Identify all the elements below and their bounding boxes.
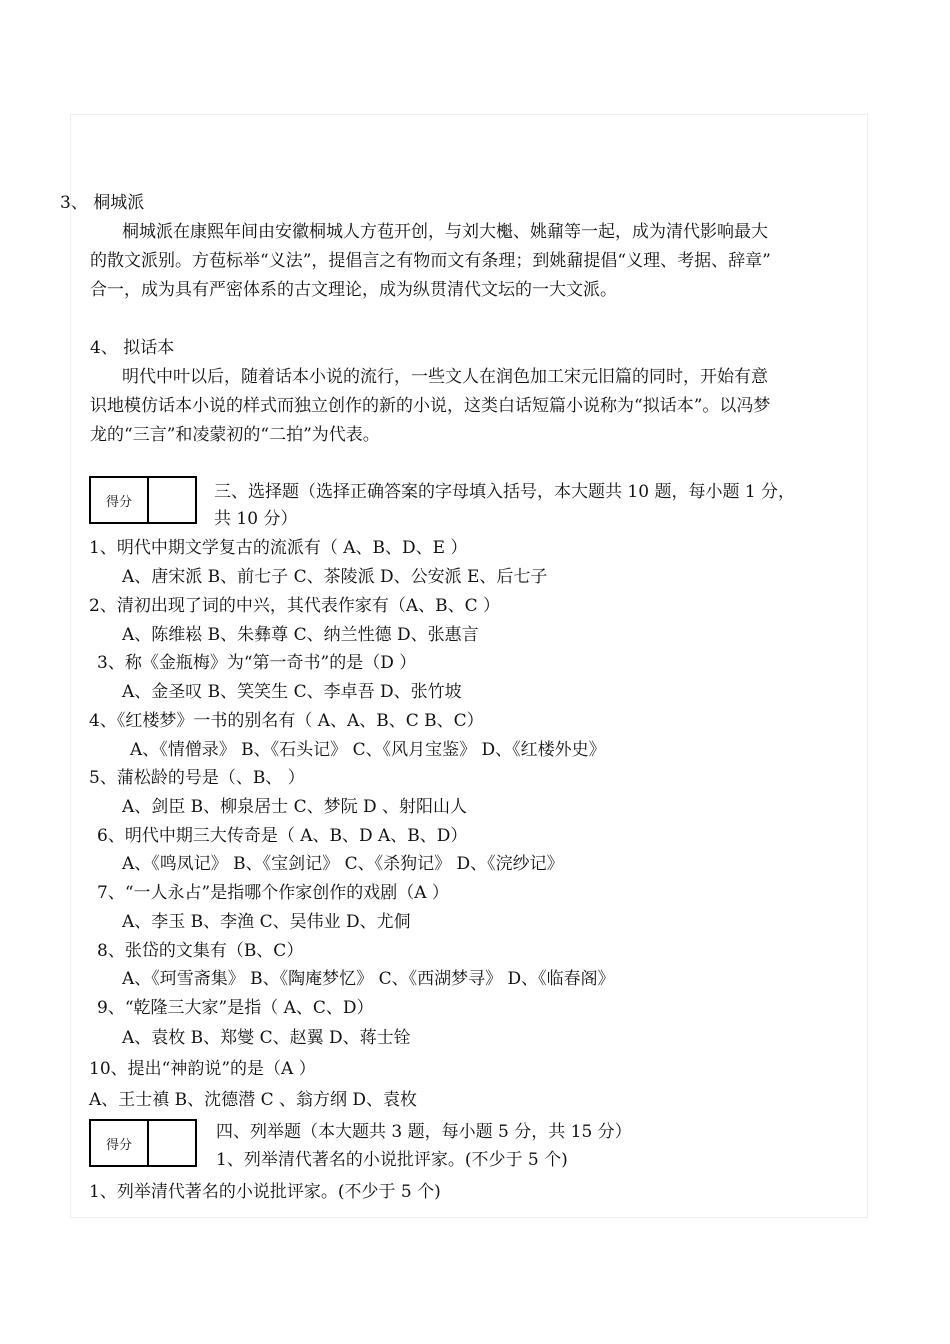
question-options: A、袁枚 B、郑燮 C、赵翼 D、蒋士铨 — [122, 1028, 411, 1048]
part3-title-cont: 共 10 分） — [214, 509, 298, 529]
question: 1、明代中期文学复古的流派有（ A、B、D、E ） — [89, 538, 468, 558]
question-options: A、陈维崧 B、朱彝尊 C、纳兰性德 D、张惠言 — [122, 625, 479, 645]
question: 9、“乾隆三大家”是指（ A、C、D） — [97, 998, 374, 1018]
question: 10、提出“神韵说”的是（A ） — [89, 1059, 316, 1079]
score-label: 得分 — [91, 478, 149, 522]
heading-tongcheng: 3、 桐城派 — [60, 193, 145, 213]
question-options: A、李玉 B、李渔 C、吴伟业 D、尤侗 — [122, 912, 411, 932]
part4-subquestion: 1、列举清代著名的小说批评家。(不少于 5 个) — [216, 1150, 568, 1170]
question: 8、张岱的文集有（B、C） — [97, 941, 304, 961]
score-box — [89, 476, 197, 524]
question: 5、蒲松龄的号是（、B、 ） — [89, 768, 305, 788]
question-options: A、《情僧录》 B、《石头记》 C、《风月宝鉴》 D、《红楼外史》 — [130, 740, 606, 760]
question-options: A、《鸣凤记》 B、《宝剑记》 C、《杀狗记》 D、《浣纱记》 — [122, 854, 564, 874]
part4-title: 四、列举题（本大题共 3 题，每小题 5 分，共 15 分） — [216, 1122, 632, 1142]
question: 6、明代中期三大传奇是（ A、B、D A、B、D） — [97, 826, 468, 846]
score-label: 得分 — [91, 1121, 149, 1165]
question-options: A、金圣叹 B、笑笑生 C、李卓吾 D、张竹坡 — [122, 682, 462, 702]
question: 4、《红楼梦》一书的别名有（ A、A、B、C B、C） — [89, 711, 484, 731]
question: 2、清初出现了词的中兴，其代表作家有（A、B、C ） — [89, 596, 500, 616]
paragraph-line: 桐城派在康熙年间由安徽桐城人方苞开创，与刘大櫆、姚鼐等一起，成为清代影响最大 — [122, 222, 768, 242]
question-options: A、王士禛 B、沈德潜 C 、翁方纲 D、袁枚 — [89, 1090, 418, 1110]
heading-nihuaben: 4、 拟话本 — [90, 338, 175, 358]
question-options: A、《珂雪斋集》 B、《陶庵梦忆》 C、《西湖梦寻》 D、《临春阁》 — [122, 969, 615, 989]
question: 3、称《金瓶梅》为“第一奇书”的是（D ） — [97, 653, 417, 673]
question: 7、“一人永占”是指哪个作家创作的戏剧（A ） — [97, 883, 449, 903]
question-options: A、剑臣 B、柳泉居士 C、梦阮 D 、射阳山人 — [122, 797, 468, 817]
score-box — [89, 1119, 197, 1167]
paragraph-line: 龙的“三言”和凌蒙初的“二拍”为代表。 — [90, 425, 380, 445]
paragraph-line: 明代中叶以后，随着话本小说的流行，一些文人在润色加工宋元旧篇的同时，开始有意 — [122, 367, 768, 387]
paragraph-line: 合一，成为具有严密体系的古文理论，成为纵贯清代文坛的一大文派。 — [90, 280, 617, 300]
paragraph-line: 识地模仿话本小说的样式而独立创作的新的小说，这类白话短篇小说称为“拟话本”。以冯梦 — [90, 396, 771, 416]
score-value-cell[interactable] — [149, 1121, 195, 1165]
question-options: A、唐宋派 B、前七子 C、茶陵派 D、公安派 E、后七子 — [122, 567, 548, 587]
paragraph-line: 的散文派别。方苞标举“义法”，提倡言之有物而文有条理；到姚鼐提倡“义理、考据、辞章” — [90, 251, 771, 271]
part3-title: 三、选择题（选择正确答案的字母填入括号，本大题共 10 题，每小题 1 分， — [214, 482, 796, 502]
score-value-cell[interactable] — [149, 478, 195, 522]
question: 1、列举清代著名的小说批评家。(不少于 5 个) — [89, 1182, 441, 1202]
